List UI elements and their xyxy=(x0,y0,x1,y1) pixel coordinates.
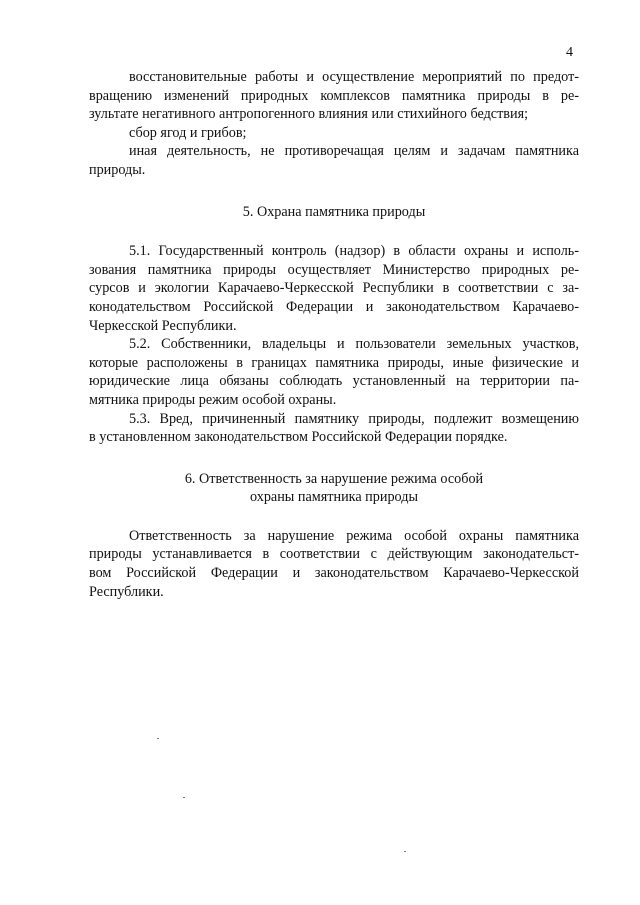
intro-item-berries xyxy=(89,124,579,143)
text-line: восстановительные работы и осуществление мероприятий по предот- xyxy=(129,69,579,85)
section-5-paragraph-3 xyxy=(89,410,579,447)
text-line: сбор ягод и грибов; xyxy=(129,124,247,141)
section-6-heading xyxy=(89,470,579,507)
text-line: которые расположены в границах памятника природы, иные физические и xyxy=(89,354,579,371)
text-line: вом Российской Федерации и законодательством Карачаево-Черкесской xyxy=(89,565,579,582)
scan-speck xyxy=(183,797,185,798)
heading-text: 5. Охрана памятника природы xyxy=(242,203,426,220)
intro-paragraph xyxy=(89,68,579,124)
text-line: вращению изменений природных комплексов памятника природы в ре- xyxy=(89,87,579,104)
text-line: 5.2. Собственники, владельцы и пользователи земельных участков, xyxy=(129,336,579,353)
text-line: 5.1. Государственный контроль (надзор) в области охраны и исполь- xyxy=(129,243,579,260)
text-line: Ответственность за нарушение режима особой охраны памятника xyxy=(129,527,579,544)
text-line: мятника природы режим особой охраны. xyxy=(89,391,337,408)
text-line: природы устанавливается в соответствии с действующим законодательст- xyxy=(89,546,579,563)
heading-text: 6. Ответственность за нарушение режима особой xyxy=(184,470,484,487)
section-5-paragraph-2 xyxy=(89,335,579,409)
scan-speck xyxy=(404,851,406,852)
text-line: Республики. xyxy=(89,583,164,600)
text-line: зультате негативного антропогенного влияния или стихийного бедствия; xyxy=(89,106,529,123)
text-line: конодательством Российской Федерации и законодательством Карачаево- xyxy=(89,298,579,315)
text-line: в установленном законодательством Российской Федерации порядке. xyxy=(89,429,508,446)
page-number: 4 xyxy=(566,45,573,60)
section-5-paragraph-1 xyxy=(89,242,579,335)
text-line: иная деятельность, не противоречащая целям и задачам памятника xyxy=(129,143,579,160)
document-body xyxy=(89,68,579,601)
text-line: зования памятника природы осуществляет Министерство природных ре- xyxy=(89,261,579,278)
section-5-heading xyxy=(89,203,579,222)
scan-speck xyxy=(157,738,159,739)
section-6-paragraph-1 xyxy=(89,527,579,601)
text-line: сурсов и экологии Карачаево-Черкесской Республики в соответствии с за- xyxy=(89,280,579,297)
text-line: 5.3. Вред, причиненный памятнику природы, подлежит возмещению xyxy=(129,410,579,427)
heading-text: охраны памятника природы xyxy=(249,489,418,506)
text-line: природы. xyxy=(89,161,146,178)
text-line: юридические лица обязаны соблюдать установленный на территории па- xyxy=(89,373,579,390)
text-line: Черкесской Республики. xyxy=(89,317,237,334)
intro-item-other xyxy=(89,142,579,179)
